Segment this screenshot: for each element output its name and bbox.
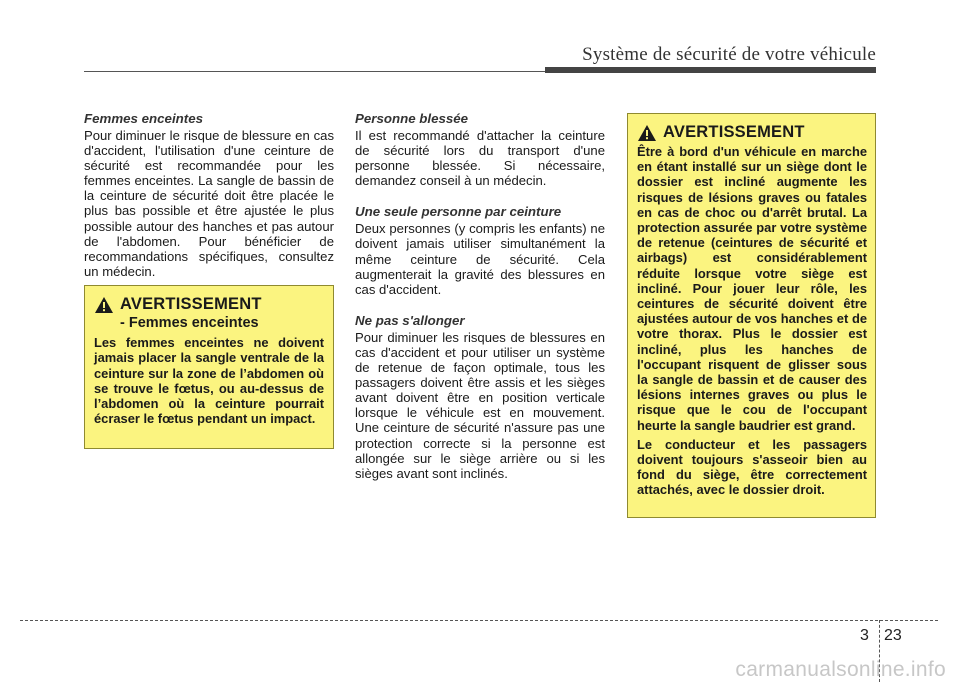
section-body-personne-blessee: Il est recommandé d'attacher la ceinture de sécurité lors du transport d'une personne blessée. Si nécessaire, demandez conseil à un médecin. <box>355 128 605 189</box>
section-body-femmes-enceintes: Pour diminuer le risque de blessure en cas d'accident, l'utilisation d'une ceinture de sécurité est recommandée pour les femmes enceintes. La sangle de bassin de la ceinture de sécurité doit être placée le plus bas possible et être ajustée le plus possible autour des hanches et pas autour de l'abdomen. Pour bénéficier de recommandations spécifiques, consultez un médecin. <box>84 128 334 279</box>
section-body-une-seule-personne: Deux personnes (y compris les enfants) ne doivent jamais utiliser simultanément la même ceinture de sécurité. Cela augmenterait la gravité des blessures en cas d'accident. <box>355 221 605 297</box>
warning-triangle-icon <box>637 124 657 142</box>
section-heading-une-seule-personne: Une seule personne par ceinture <box>355 204 562 220</box>
section-body-ne-pas-allonger: Pour diminuer les risques de blessures en cas d'accident et pour utiliser un système de retenue de façon optimale, tous les passagers doivent être assis et les sièges avant doivent être en position verticale lorsque le véhicule est en mouvement. Une ceinture de sécurité n'assure pas une protection correcte si la personne est allongée sur le siège arrière ou si les sièges avant sont inclinés. <box>355 329 605 481</box>
warning-title: AVERTISSEMENT <box>120 295 262 314</box>
warning-text-seated: Le conducteur et les passagers doivent toujours s'asseoir bien au fond du siège, être correctement attachés, avec le dossier droit. <box>637 436 867 498</box>
page-number: 23 <box>884 627 902 644</box>
footer-dashed-rule <box>20 620 938 621</box>
warning-box-reclined <box>627 113 876 518</box>
section-heading-femmes-enceintes: Femmes enceintes <box>84 111 203 126</box>
warning-title: AVERTISSEMENT <box>663 123 805 142</box>
warning-subtitle: - Femmes enceintes <box>120 315 259 331</box>
warning-triangle-icon <box>94 296 114 314</box>
warning-text: Les femmes enceintes ne doivent jamais placer la sangle ventrale de la ceinture sur la zone de l’abdomen où se trouve le fœtus, ou au-dessus de l’abdomen où la ceinture pourrait écraser le fœtus pendant un impact. <box>94 335 324 427</box>
column-left <box>84 111 334 295</box>
watermark: carmanualsonline.info <box>735 658 946 681</box>
section-heading-ne-pas-allonger: Ne pas s'allonger <box>355 312 465 328</box>
section-heading-personne-blessee: Personne blessée <box>355 111 469 126</box>
header-rule-thick <box>545 67 876 73</box>
warning-text-main: Être à bord d'un véhicule en marche en étant installé sur un siège dont le dossier est incliné augmente les risques de lésions graves ou fatales en cas de choc ou d'arrêt brutal. La protection assurée par votre système de retenue (ceintures de sécurité et airbags) est considérablement réduite lorsque votre siège est incliné. Pour jouer leur rôle, les ceintures de sécurité doivent être ajustées autour de vos hanches et de votre thorax. Plus le dossier est incliné, plus les hanches de l'occupant risquent de glisser sous la sangle de bassin et de causer des lésions internes graves ou plus le risque que le cou de l'occupant heurte la sangle baudrier est grand. <box>637 144 867 433</box>
warning-header <box>637 124 867 142</box>
header-title: Système de sécurité de votre véhicule <box>582 44 876 65</box>
warning-box-pregnant <box>84 285 334 449</box>
chapter-number: 3 <box>860 627 869 644</box>
warning-header <box>94 296 324 314</box>
column-middle <box>355 111 605 497</box>
